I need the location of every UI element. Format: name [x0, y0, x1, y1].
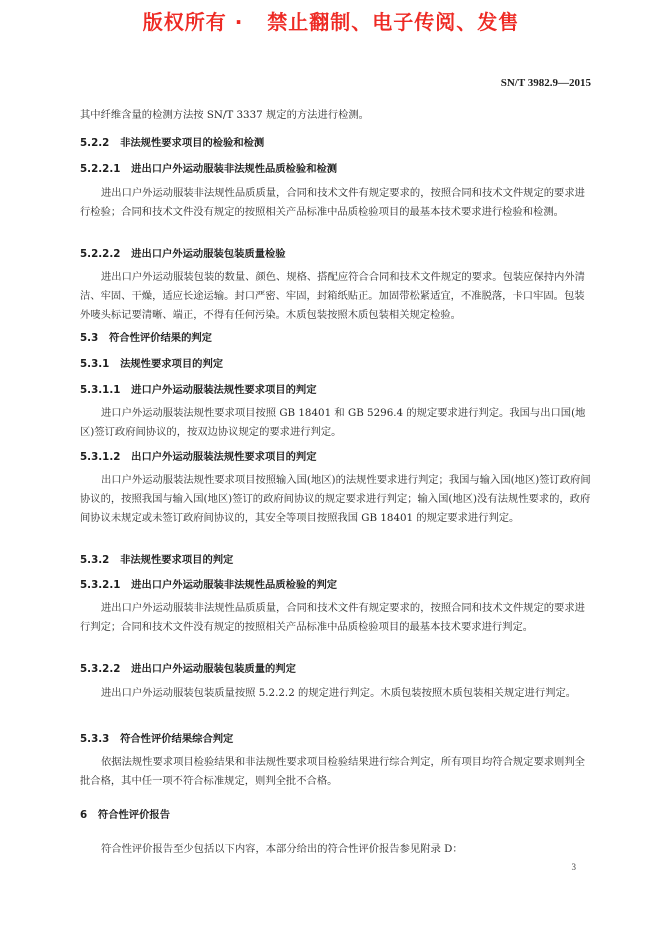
heading-5-3-1-1: 5.3.1.1 进口户外运动服装法规性要求项目的判定: [80, 384, 317, 396]
heading-5-3-3: 5.3.3 符合性评价结果综合判定: [80, 733, 234, 745]
heading-5-2-2-1: 5.2.2.1 进出口户外运动服装非法规性品质检验和检测: [80, 163, 338, 175]
paragraph-5-2-2-1: 进出口户外运动服装非法规性品质质量，合同和技术文件有规定要求的，按照合同和技术文件规定的要求进行检验；合同和技术文件没有规定的按照相关产品标准中品质检验项目的最基本技术要求进行检验和检测。: [80, 187, 585, 218]
paragraph-5-3-2-2: 进出口户外运动服装包装质量按照 5.2.2.2 的规定进行判定。木质包装按照木质包装相关规定进行判定。: [101, 687, 577, 699]
heading-5-3-1-2: 5.3.1.2 出口户外运动服装法规性要求项目的判定: [80, 451, 317, 463]
heading-5-3-1: 5.3.1 法规性要求项目的判定: [80, 358, 224, 370]
standard-code-header: SN/T 3982.9—2015: [500, 77, 591, 89]
paragraph-intro: 其中纤维含量的检测方法按 SN/T 3337 规定的方法进行检测。: [80, 109, 369, 121]
heading-5-3-2: 5.3.2 非法规性要求项目的判定: [80, 554, 234, 566]
page-number: 3: [571, 862, 576, 872]
paragraph-5-3-2-1: 进出口户外运动服装非法规性品质质量，合同和技术文件有规定要求的，按照合同和技术文件规定的要求进行判定；合同和技术文件没有规定的按照相关产品标准中品质检验项目的最基本技术要求进行判定。: [80, 602, 585, 633]
paragraph-5-3-3: 依据法规性要求项目检验结果和非法规性要求项目检验结果进行综合判定，所有项目均符合规定要求则判全批合格，其中任一项不符合标准规定，则判全批不合格。: [80, 756, 585, 787]
paragraph-5-2-2-2: 进出口户外运动服装包装的数量、颜色、规格、搭配应符合合同和技术文件规定的要求。包装应保持内外清洁、牢固、干燥，适应长途运输。封口严密、牢固，封箱纸贴正。加固带松紧适宜，不准脱落，卡口牢固。包装外唛头标记要清晰、端正，不得有任何污染。木质包装按照木质包装相关规定检验。: [80, 271, 585, 321]
heading-5-3-2-1: 5.3.2.1 进出口户外运动服装非法规性品质检验的判定: [80, 579, 338, 591]
copyright-watermark: 版权所有 · 禁止翻制、电子传阅、发售: [142, 10, 520, 34]
heading-5-3: 5.3 符合性评价结果的判定: [80, 332, 212, 344]
heading-5-2-2-2: 5.2.2.2 进出口户外运动服装包装质量检验: [80, 248, 286, 260]
heading-5-3-2-2: 5.3.2.2 进出口户外运动服装包装质量的判定: [80, 663, 296, 675]
paragraph-5-3-1-1: 进口户外运动服装法规性要求项目按照 GB 18401 和 GB 5296.4 的规定要求进行判定。我国与出口国(地区)签订政府间协议的，按双边协议规定的要求进行判定。: [80, 407, 586, 438]
paragraph-6: 符合性评价报告至少包括以下内容，本部分给出的符合性评价报告参见附录 D：: [101, 843, 463, 855]
paragraph-5-3-1-2: 出口户外运动服装法规性要求项目按照输入国(地区)的法规性要求进行判定；我国与输入国(地区)签订政府间协议的，按照我国与输入国(地区)签订的政府间协议的规定要求进行判定；输入国(地区)没有法规性要求的，政府间协议未规定或未签订政府间协议的，其安全等项目按照我国 GB 18401 的规定要求进行判定。: [80, 474, 591, 524]
heading-5-2-2: 5.2.2 非法规性要求项目的检验和检测: [80, 137, 265, 149]
heading-6: 6 符合性评价报告: [80, 809, 170, 821]
